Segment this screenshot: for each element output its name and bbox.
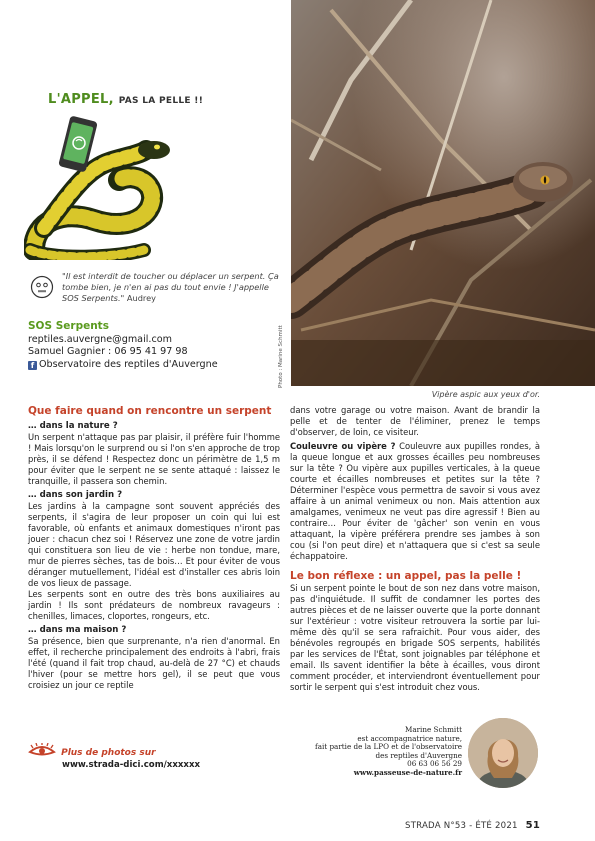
viper-photo — [291, 0, 595, 386]
section-text-jardin: Les jardins à la campagne sont souvent appréciés des serpents, il s'agira de leur proposer un coin qui lui est favorable, où enfants et animaux domestiques n'iront pas jouer : chacun chez soi ! Réservez une zone de votre jardin qui constituera son lieu de vie : herbe non tondue, mare, mur de pierres sèches, tas de bois… Et pour éviter de vous déranger mutuellement, l'idéal est d'installer ces abris loin de vos lieux de passage. — [28, 501, 280, 588]
column2-text-1: dans votre garage ou votre maison. Avant de brandir la pelle et de tenter de l'éliminer, prenez le temps d'observer, de loin, ce visiteur. — [290, 405, 540, 437]
facebook-icon: f — [28, 361, 37, 370]
column2-text-3: Si un serpent pointe le bout de son nez dans votre maison, pas d'inquiétude. Il suffit de condamner les portes des autres pièces et de ne laisser ouverte que la porte donnant sur l'extérieur : votre visiteur retrouvera la sortie par lui-même dès qu'il se sera rafraichit. Pour vous aider, des bénévoles regroupés en brigade SOS serpents, habilités par les services de l'État, sont joignables par téléphone et email. Ils savent identifier la bête à écailles, vous diront comment procéder, et interviendront éventuellement pour sortir le serpent qui s'est introduit chez vous. — [290, 583, 540, 692]
quote-body: "Il est interdit de toucher ou déplacer un serpent. Ça tombe bien, je n'en ai pas du tout envie ! J'appelle SOS Serpents." — [62, 271, 279, 303]
cartoon-title-green: L'APPEL, — [48, 92, 114, 107]
author-url[interactable]: www.passeuse-de-nature.fr — [353, 767, 462, 777]
section-text-jardin-2: Les serpents sont en outre des très bons auxiliaires au jardin ! Ils sont prédateurs de nombreux ravageurs : chenilles, limaces, cloportes, rongeurs, etc. — [28, 589, 280, 621]
cartoon-title-dark: PAS LA PELLE !! — [118, 96, 204, 106]
column2-subheading: Couleuvre ou vipère ? — [290, 441, 396, 451]
face-icon — [30, 275, 54, 299]
eye-icon — [28, 743, 56, 757]
quote-author: Audrey — [126, 293, 156, 303]
more-photos-url[interactable]: www.strada-dici.com/xxxxxx — [62, 760, 201, 770]
author-line-3: des reptiles d'Auvergne — [375, 750, 462, 760]
cartoon-title — [48, 92, 203, 107]
sos-phone: Samuel Gagnier : 06 95 41 97 98 — [28, 346, 188, 357]
more-photos-label: Plus de photos sur — [61, 748, 156, 758]
sos-title: SOS Serpents — [28, 320, 109, 332]
author-phone: 06 63 06 56 29 — [407, 759, 462, 769]
photo-credit: Photo : Marine Schmitt — [278, 325, 284, 388]
author-block — [300, 726, 462, 778]
column2-text-2-para — [290, 441, 540, 562]
section-text-maison: Sa présence, bien que surprenante, n'a rien d'anormal. En effet, il recherche principalement des endroits à l'abri, frais l'été (quand il fait trop chaud, au-delà de 27 °C) et chauds l'hiver (pour se mettre hors gel), il se peut que vous croisiez un jour ce reptile — [28, 636, 280, 690]
article-column-1 — [28, 405, 280, 691]
author-avatar — [468, 718, 538, 788]
section-title-maison: … dans ma maison ? — [28, 625, 127, 635]
sos-facebook: Observatoire des reptiles d'Auvergne — [39, 358, 218, 370]
photo-caption: Vipère aspic aux yeux d'or. — [431, 390, 540, 399]
author-portrait — [468, 718, 538, 788]
section-text-nature: Un serpent n'attaque pas par plaisir, il préfère fuir l'homme ! Mais lorsqu'on le surprend ou si l'on s'en approche de trop près, il se défend ! Respectez donc un périmètre de 1,5 m pour éviter que le serpent ne se sente attaqué : laissez le tranquille, il passera son chemin. — [28, 432, 280, 486]
author-line-1: est accompagnatrice nature, — [357, 733, 462, 743]
quote-text — [62, 271, 282, 304]
page-footer — [300, 820, 540, 831]
article-heading-2: Le bon réflexe : un appel, pas la pelle ! — [290, 570, 522, 582]
section-title-nature: … dans la nature ? — [28, 421, 118, 431]
sos-contact-box — [28, 320, 278, 371]
article-column-2 — [290, 405, 540, 693]
viper-photo-image — [291, 0, 595, 386]
author-line-2: fait partie de la LPO et de l'observatoire — [315, 742, 462, 752]
article-heading: Que faire quand on rencontre un serpent — [28, 405, 272, 417]
column2-text-2: Couleuvre aux pupilles rondes, à la queue longue et aux grosses écailles peu nombreuses sur la tête ? Ou vipère aux pupilles verticales, à la queue courte et écailles nombreuses et petites sur la tête ? Déterminer l'espèce vous permettra de savoir si vous avez affaire à un animal venimeux ou non. Mais attention aux amalgames, venimeux ne veut pas dire agressif ! Bien au contraire… Pour éviter de 'gâcher' son venin en vous attaquant, la vipère préférera prendre ses jambes à son cou (si l'on peut dire) et n'attaquera que si c'est sa seule échappatoire. — [290, 441, 540, 561]
snake-phone-illustration — [24, 110, 174, 260]
section-title-jardin: … dans son jardin ? — [28, 490, 123, 500]
footer-issue: STRADA N°53 - ÉTÉ 2021 — [405, 821, 518, 831]
more-photos-row — [28, 740, 228, 759]
more-photos-block — [28, 740, 228, 770]
sos-email[interactable]: reptiles.auvergne@gmail.com — [28, 333, 172, 345]
author-name: Marine Schmitt — [404, 725, 462, 734]
page-number: 51 — [525, 820, 540, 831]
sos-facebook-row[interactable] — [28, 359, 278, 372]
